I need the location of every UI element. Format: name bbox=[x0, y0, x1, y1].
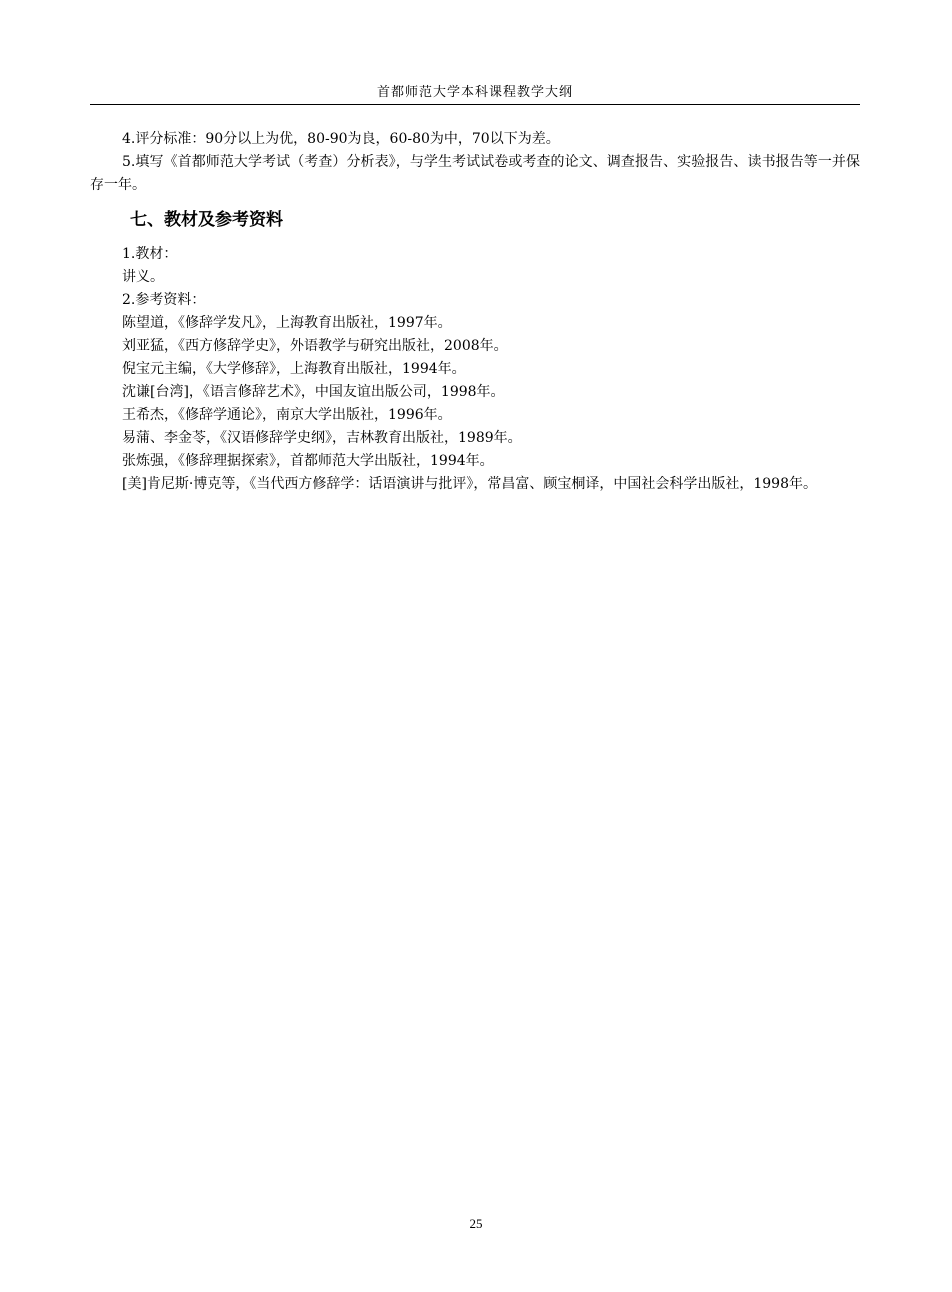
reference-item: 陈望道，《修辞学发凡》，上海教育出版社，1997年。 bbox=[122, 315, 452, 331]
page-body bbox=[90, 128, 860, 496]
reference-item: 沈谦[台湾]，《语言修辞艺术》，中国友谊出版公司，1998年。 bbox=[122, 384, 505, 400]
reference-item: 张炼强，《修辞理据探索》，首都师范大学出版社，1994年。 bbox=[122, 453, 494, 469]
reference-item: [美]肯尼斯·博克等，《当代西方修辞学：话语演讲与批评》，常昌富、顾宝桐译，中国社会科学出版社，1998年。 bbox=[122, 476, 818, 492]
header-rule bbox=[90, 104, 860, 105]
references-label: 2.参考资料： bbox=[122, 292, 206, 308]
reference-item: 刘亚猛，《西方修辞学史》，外语教学与研究出版社，2008年。 bbox=[122, 338, 508, 354]
running-header: 首都师范大学本科课程教学大纲 bbox=[376, 85, 573, 100]
reference-item: 倪宝元主编，《大学修辞》，上海教育出版社，1994年。 bbox=[122, 361, 466, 377]
analysis-form-note: 5.填写《首都师范大学考试（考查）分析表》，与学生考试试卷或考查的论文、调查报告、实验报告、读书报告等一并保存一年。 bbox=[90, 154, 860, 193]
textbook-value: 讲义。 bbox=[122, 269, 164, 285]
reference-item: 王希杰，《修辞学通论》，南京大学出版社，1996年。 bbox=[122, 407, 452, 423]
grading-criteria: 4.评分标准：90分以上为优，80-90为良，60-80为中，70以下为差。 bbox=[122, 131, 560, 147]
reference-item: 易蒲、李金苓，《汉语修辞学史纲》，吉林教育出版社，1989年。 bbox=[122, 430, 522, 446]
section-heading: 七、教材及参考资料 bbox=[130, 210, 283, 230]
textbook-label: 1.教材： bbox=[122, 246, 178, 262]
page-number: 25 bbox=[469, 1216, 483, 1231]
reference-list bbox=[90, 312, 860, 496]
